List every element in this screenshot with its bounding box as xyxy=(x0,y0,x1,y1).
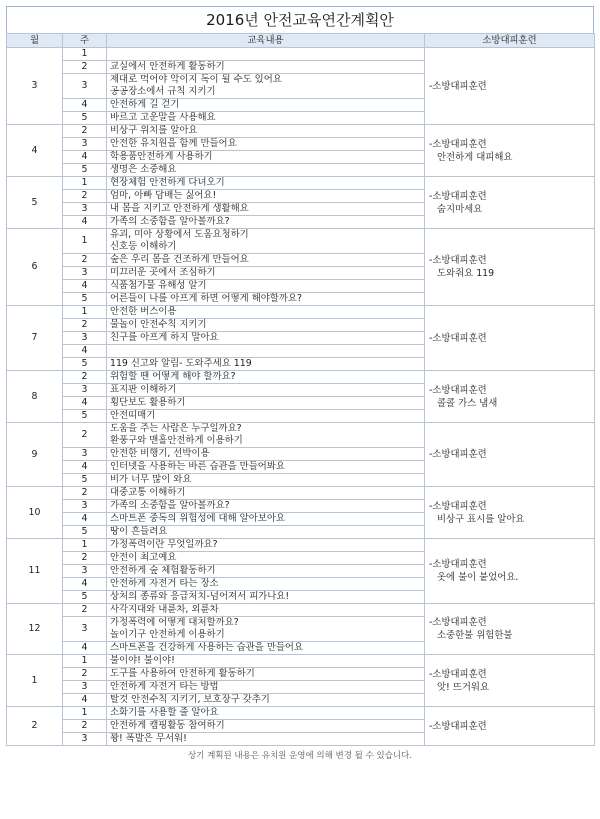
week-cell: 5 xyxy=(63,358,107,371)
content-cell xyxy=(107,474,425,487)
week-cell: 5 xyxy=(63,293,107,306)
drill-line: -소방대피훈련 xyxy=(429,332,487,344)
content-cell xyxy=(107,151,425,164)
week-cell: 1 xyxy=(63,48,107,61)
week-cell: 1 xyxy=(63,229,107,254)
table-row xyxy=(7,177,595,190)
drill-line: -소방대피훈련 xyxy=(429,559,487,570)
content-line: 스마트폰 중독의 위험성에 대해 알아보아요 xyxy=(110,513,285,524)
content-cell xyxy=(107,668,425,681)
content-line: 땅이 흔들려요 xyxy=(110,526,168,537)
week-cell: 5 xyxy=(63,164,107,177)
content-cell xyxy=(107,552,425,565)
week-cell: 4 xyxy=(63,216,107,229)
content-line: 가족의 소중함을 알아볼까요? xyxy=(110,216,230,227)
content-cell xyxy=(107,565,425,578)
month-cell: 11 xyxy=(7,539,63,604)
content-line: 안전하게 자전거 타는 장소 xyxy=(110,578,219,589)
content-cell xyxy=(107,293,425,306)
content-cell xyxy=(107,332,425,345)
week-cell: 3 xyxy=(63,500,107,513)
content-cell xyxy=(107,190,425,203)
month-cell: 1 xyxy=(7,655,63,707)
drill-cell xyxy=(425,655,595,707)
week-cell: 2 xyxy=(63,190,107,203)
week-cell: 5 xyxy=(63,591,107,604)
drill-line: -소방대피훈련 xyxy=(429,190,487,202)
content-cell xyxy=(107,177,425,190)
week-cell: 2 xyxy=(63,604,107,617)
content-cell xyxy=(107,487,425,500)
week-cell: 4 xyxy=(63,578,107,591)
header-content: 교육내용 xyxy=(107,34,425,48)
content-cell xyxy=(107,526,425,539)
content-line: 대중교통 이해하기 xyxy=(110,487,186,498)
content-cell xyxy=(107,125,425,138)
content-line: 어른들이 나를 아프게 하면 어떻게 해야할까요? xyxy=(110,293,302,304)
week-cell: 2 xyxy=(63,319,107,332)
month-cell: 10 xyxy=(7,487,63,539)
content-cell xyxy=(107,254,425,267)
table-row xyxy=(7,604,595,617)
content-line: 바르고 고운말을 사용해요 xyxy=(110,112,216,123)
month-cell: 5 xyxy=(7,177,63,229)
content-line: 안전한 유치원을 함께 만들어요 xyxy=(110,138,237,149)
drill-line: -소방대피훈련 xyxy=(429,449,487,460)
content-line: 횡단보도 활용하기 xyxy=(110,397,186,408)
week-cell: 5 xyxy=(63,474,107,487)
content-line: 환풍구와 맨홀안전하게 이용하기 xyxy=(110,435,243,446)
drill-line: -소방대피훈련 xyxy=(429,138,487,150)
week-cell: 4 xyxy=(63,397,107,410)
content-cell xyxy=(107,448,425,461)
content-cell xyxy=(107,707,425,720)
content-line: 불이야! 불이야! xyxy=(110,655,175,666)
week-cell: 3 xyxy=(63,384,107,397)
content-line: 신호등 이해하기 xyxy=(110,241,177,252)
content-cell xyxy=(107,423,425,448)
drill-cell xyxy=(425,306,595,371)
week-cell: 2 xyxy=(63,125,107,138)
drill-cell xyxy=(425,539,595,604)
drill-line: 콜콜 가스 냄새 xyxy=(437,397,498,409)
header-row xyxy=(7,34,595,48)
drill-line: 옷에 불이 붙었어요. xyxy=(437,572,519,583)
week-cell: 1 xyxy=(63,539,107,552)
week-cell: 2 xyxy=(63,61,107,74)
content-line: 엄마, 아빠 담배는 싫어요! xyxy=(110,190,217,201)
content-cell xyxy=(107,61,425,74)
content-line: 미끄러운 곳에서 조심하기 xyxy=(110,267,216,278)
drill-line: 숨지마세요 xyxy=(437,203,483,215)
week-cell: 3 xyxy=(63,138,107,151)
content-line: 안전하게 캠핑활동 참여하기 xyxy=(110,720,225,731)
drill-line: -소방대피훈련 xyxy=(429,80,487,92)
table-row xyxy=(7,48,595,61)
drill-cell xyxy=(425,48,595,125)
content-line: 상처의 종류와 응급처치-넘어져서 피가나요! xyxy=(110,591,290,602)
week-cell: 3 xyxy=(63,448,107,461)
week-cell: 5 xyxy=(63,526,107,539)
drill-line: -소방대피훈련 xyxy=(429,617,487,628)
week-cell: 1 xyxy=(63,655,107,668)
header-drill: 소방대피훈련 xyxy=(425,34,595,48)
content-line: 교실에서 안전하게 활동하기 xyxy=(110,61,225,72)
content-line: 학용품안전하게 사용하기 xyxy=(110,151,213,162)
week-cell: 3 xyxy=(63,681,107,694)
content-cell xyxy=(107,358,425,371)
content-cell xyxy=(107,410,425,423)
content-cell xyxy=(107,513,425,526)
content-line: 공공장소에서 규칙 지키기 xyxy=(110,86,216,97)
content-cell xyxy=(107,306,425,319)
drill-cell xyxy=(425,229,595,306)
month-cell: 3 xyxy=(7,48,63,125)
content-cell xyxy=(107,371,425,384)
content-cell xyxy=(107,397,425,410)
content-line: 물놀이 안전수칙 지키기 xyxy=(110,319,207,330)
content-cell xyxy=(107,539,425,552)
content-cell xyxy=(107,617,425,642)
content-line: 비가 너무 많이 와요 xyxy=(110,474,192,485)
content-cell xyxy=(107,99,425,112)
drill-line: -소방대피훈련 xyxy=(429,668,487,680)
content-line: 놀이기구 안전하게 이용하기 xyxy=(110,629,225,640)
footer-note: 상기 계획된 내용은 유치원 운영에 의해 변경 될 수 있습니다. xyxy=(187,751,413,761)
content-line: 현장체험 안전하게 다녀오기 xyxy=(110,177,225,188)
drill-line: -소방대피훈련 xyxy=(429,384,487,396)
content-line: 제대로 먹어야 악이지 독이 될 수도 있어요 xyxy=(110,74,282,85)
week-cell: 1 xyxy=(63,707,107,720)
drill-cell xyxy=(425,604,595,655)
table-row xyxy=(7,371,595,384)
content-cell xyxy=(107,720,425,733)
content-cell xyxy=(107,267,425,280)
week-cell: 2 xyxy=(63,423,107,448)
table-row xyxy=(7,306,595,319)
month-cell: 7 xyxy=(7,306,63,371)
content-line: 인터넷을 사용하는 바른 습관을 만들어봐요 xyxy=(110,461,285,472)
week-cell: 2 xyxy=(63,487,107,500)
table-row xyxy=(7,229,595,254)
drill-cell xyxy=(425,423,595,487)
week-cell: 4 xyxy=(63,694,107,707)
week-cell: 3 xyxy=(63,565,107,578)
week-cell: 5 xyxy=(63,410,107,423)
content-line: 가족의 소중함을 알아볼까요? xyxy=(110,500,230,511)
drill-line: 비상구 표시를 알아요 xyxy=(437,513,525,525)
content-cell xyxy=(107,319,425,332)
content-cell xyxy=(107,280,425,293)
table-row xyxy=(7,655,595,668)
week-cell: 2 xyxy=(63,720,107,733)
table-row xyxy=(7,125,595,138)
content-line: 꽝! 폭발은 무서워! xyxy=(110,733,187,744)
week-cell: 4 xyxy=(63,280,107,293)
content-line: 119 신고와 알림- 도와주세요 119 xyxy=(110,358,252,369)
drill-cell xyxy=(425,487,595,539)
plan-body xyxy=(7,48,595,746)
content-line: 사각지대와 내륜차, 외륜차 xyxy=(110,604,219,615)
drill-line: -소방대피훈련 xyxy=(429,720,487,732)
content-line: 가정폭력이란 무엇일까요? xyxy=(110,539,218,550)
content-line: 내 몸을 지키고 안전하게 생활해요 xyxy=(110,203,249,214)
table-row xyxy=(7,423,595,448)
content-cell xyxy=(107,164,425,177)
content-line: 가정폭력에 어떻게 대처할까요? xyxy=(110,617,239,628)
month-cell: 9 xyxy=(7,423,63,487)
content-line: 비상구 위치를 알아요 xyxy=(110,125,198,136)
content-cell xyxy=(107,578,425,591)
content-cell xyxy=(107,203,425,216)
table-row xyxy=(7,707,595,720)
content-line: 안전한 비행기, 선박이용 xyxy=(110,448,210,459)
drill-cell xyxy=(425,371,595,423)
content-cell xyxy=(107,500,425,513)
drill-cell xyxy=(425,125,595,177)
month-cell: 2 xyxy=(7,707,63,746)
week-cell: 4 xyxy=(63,99,107,112)
content-line: 안전하게 길 걷기 xyxy=(110,99,180,110)
content-line: 유괴, 미아 상황에서 도움요청하기 xyxy=(110,229,249,240)
content-cell xyxy=(107,642,425,655)
week-cell: 5 xyxy=(63,112,107,125)
week-cell: 3 xyxy=(63,733,107,746)
content-cell xyxy=(107,694,425,707)
week-cell: 2 xyxy=(63,552,107,565)
header-month: 월 xyxy=(7,34,63,48)
table-row xyxy=(7,487,595,500)
content-line: 숲은 우리 몸을 건조하게 만들어요 xyxy=(110,254,249,265)
week-cell: 2 xyxy=(63,254,107,267)
content-cell xyxy=(107,112,425,125)
week-cell: 1 xyxy=(63,306,107,319)
content-line: 스마트폰을 건강하게 사용하는 습관을 만들어요 xyxy=(110,642,304,653)
content-cell xyxy=(107,384,425,397)
week-cell: 2 xyxy=(63,371,107,384)
drill-line: -소방대피훈련 xyxy=(429,500,487,512)
content-cell xyxy=(107,48,425,61)
drill-line: 앗! 뜨거워요 xyxy=(437,681,490,693)
week-cell: 1 xyxy=(63,177,107,190)
content-line: 생명은 소중해요 xyxy=(110,164,177,175)
content-line: 도구를 사용하여 안전하게 활동하기 xyxy=(110,668,255,679)
week-cell: 2 xyxy=(63,668,107,681)
table-row xyxy=(7,539,595,552)
content-cell xyxy=(107,138,425,151)
content-line: 도움을 주는 사람은 누구일까요? xyxy=(110,423,242,434)
content-line: 안전띠매기 xyxy=(110,410,156,421)
drill-line: -소방대피훈련 xyxy=(429,255,487,266)
content-line: 안전하게 자전거 타는 방법 xyxy=(110,681,219,692)
month-cell: 8 xyxy=(7,371,63,423)
content-cell xyxy=(107,345,425,358)
week-cell: 4 xyxy=(63,461,107,474)
content-cell xyxy=(107,216,425,229)
week-cell: 3 xyxy=(63,332,107,345)
drill-line: 도와줘요 119 xyxy=(437,268,495,279)
drill-cell xyxy=(425,707,595,746)
week-cell: 4 xyxy=(63,513,107,526)
content-cell xyxy=(107,655,425,668)
content-cell xyxy=(107,733,425,746)
plan-table xyxy=(6,33,595,746)
month-cell: 12 xyxy=(7,604,63,655)
content-cell xyxy=(107,591,425,604)
content-cell xyxy=(107,74,425,99)
content-cell xyxy=(107,681,425,694)
week-cell: 4 xyxy=(63,151,107,164)
content-line: 소화기를 사용할 줄 알아요 xyxy=(110,707,219,718)
drill-line: 소중한불 위험한불 xyxy=(437,630,513,641)
week-cell: 4 xyxy=(63,642,107,655)
content-line: 위험할 땐 어떻게 해야 할까요? xyxy=(110,371,236,382)
content-line: 안전하게 숲 체험활동하기 xyxy=(110,565,216,576)
content-line: 식품첨가물 유해성 알기 xyxy=(110,280,207,291)
content-line: 안전한 버스이용 xyxy=(110,306,177,317)
week-cell: 4 xyxy=(63,345,107,358)
content-line: 안전이 최고예요 xyxy=(110,552,177,563)
drill-line: 안전하게 대피해요 xyxy=(437,151,513,163)
week-cell: 3 xyxy=(63,267,107,280)
content-line: 탈것 안전수칙 지키기, 보호장구 갖추기 xyxy=(110,694,270,705)
content-cell xyxy=(107,604,425,617)
header-week: 주 xyxy=(63,34,107,48)
plan-sheet xyxy=(6,6,594,763)
content-cell xyxy=(107,229,425,254)
month-cell: 6 xyxy=(7,229,63,306)
content-cell xyxy=(107,461,425,474)
month-cell: 4 xyxy=(7,125,63,177)
content-line: 표지판 이해하기 xyxy=(110,384,177,395)
week-cell: 3 xyxy=(63,203,107,216)
drill-cell xyxy=(425,177,595,229)
page-title: 2016년 안전교육연간계획안 xyxy=(6,6,594,33)
week-cell: 3 xyxy=(63,617,107,642)
week-cell: 3 xyxy=(63,74,107,99)
content-line: 친구를 아프게 하지 말아요 xyxy=(110,332,219,343)
